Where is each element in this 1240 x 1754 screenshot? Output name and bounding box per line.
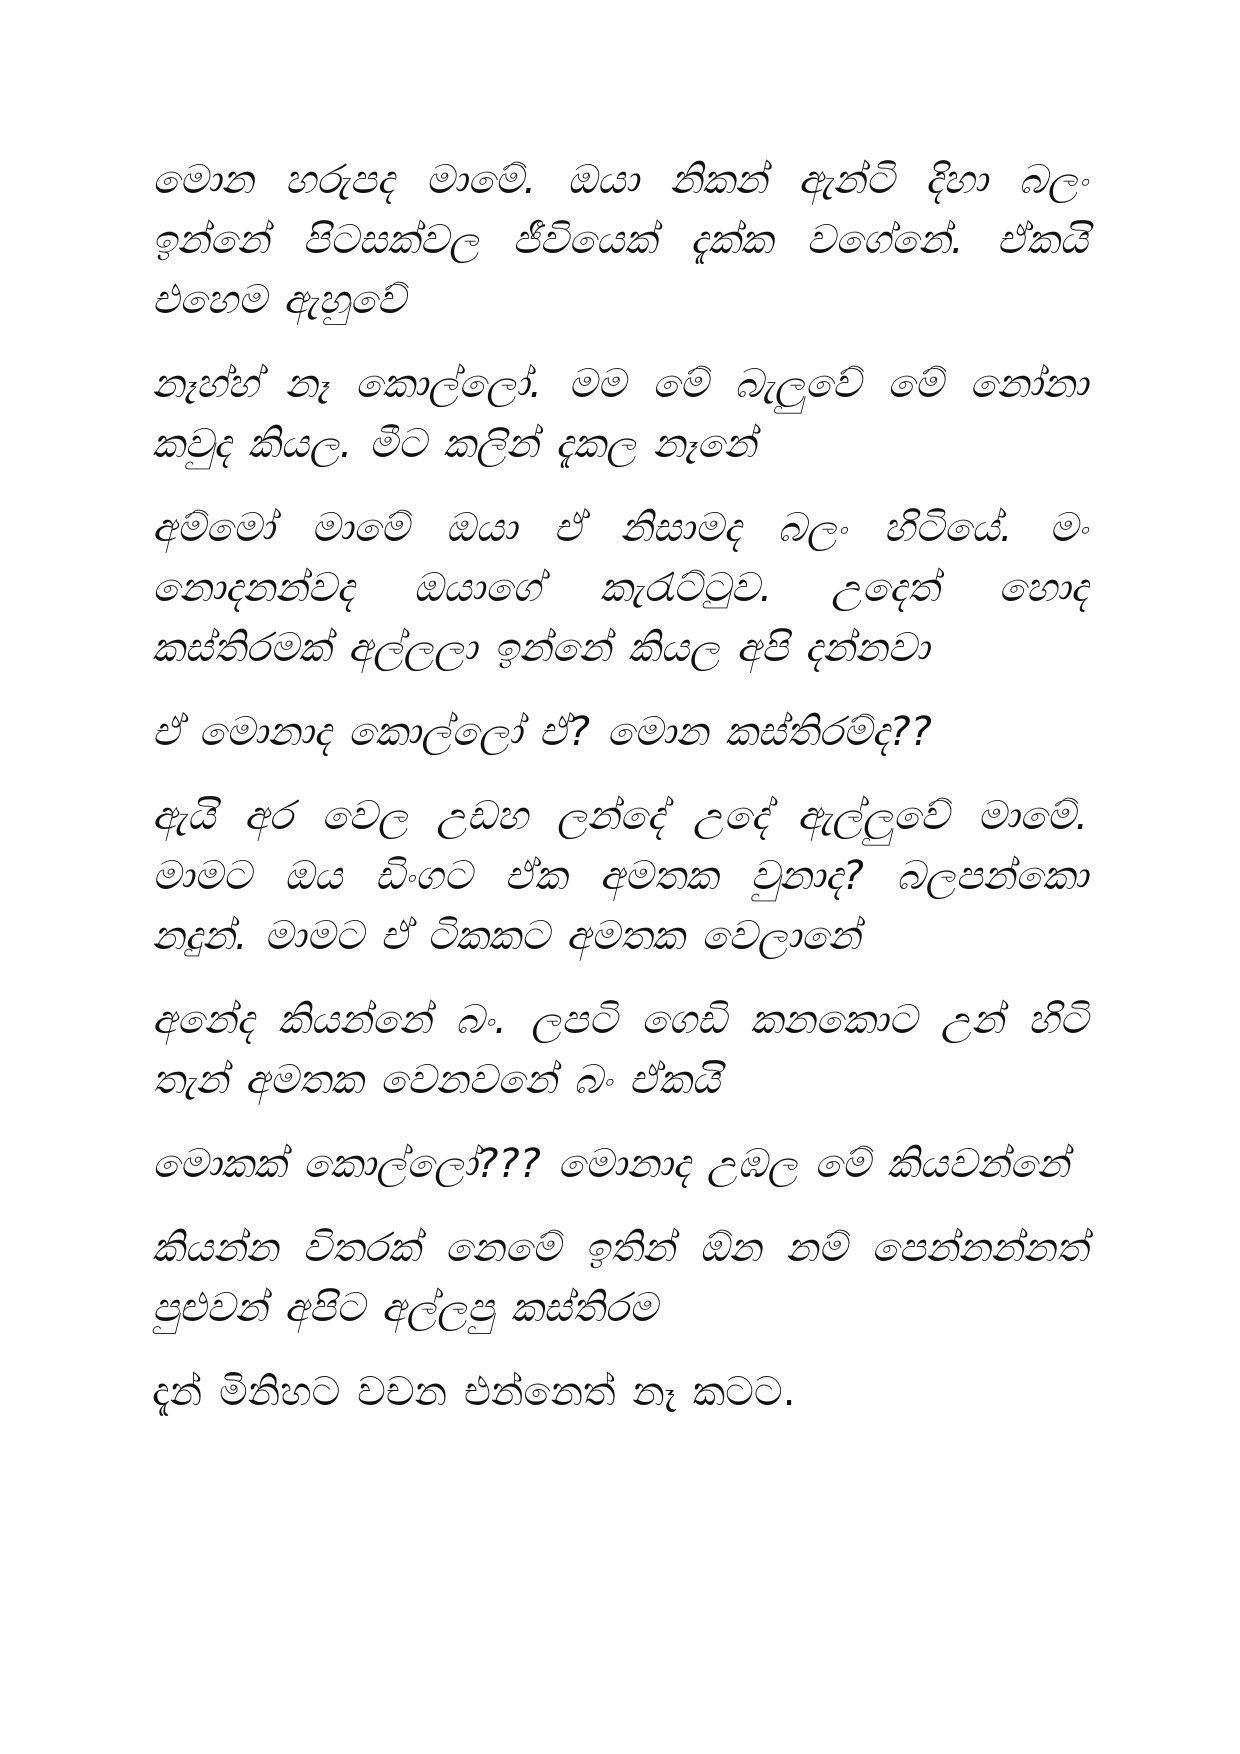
paragraph-6: අනේද කියන්නේ බං. ලපටි ගෙඩි කනකොට උන් හිටි තැන් අමතක වෙනවනේ බං ඒකයි xyxy=(152,997,1088,1103)
paragraph-2: නෑහ්හ් නෑ කොල්ලෝ. මම මේ බැලුවේ මේ නෝනා කවුද කියල. මීට කලින් දැකල නෑනේ xyxy=(152,361,1088,467)
paragraph-5: ඇයි අර වෙල උඩහ ලන්දේ උදේ ඇල්ලුවේ මාමේ. මාමට ඔය ඩිංගට ඒක අමතක වුනාද? බලපන්කො නදුන්. මාමට ඒ ටිකකට අමතක වෙලානේ xyxy=(152,793,1088,959)
paragraph-9: දැන් මිනිහට වචන එන්නෙත් නෑ කටට. xyxy=(152,1369,796,1415)
paragraph-4: ඒ මොනාද කොල්ලෝ ඒ? මොන කස්තිරම්ද?? xyxy=(152,709,932,755)
document-body xyxy=(152,150,1088,1446)
paragraph-3: අම්මෝ මාමේ ඔයා ඒ නිසාමද බලං හිටියේ. මං නොදනන්වද ඔයාගේ කැරැට්ටුව. උදෙත් හොද කස්තිරමක් අල්ලලා ඉන්නේ කියල අපි දන්නවා xyxy=(152,505,1088,671)
paragraph-8: කියන්න විතරක් නෙමේ ඉතින් ඕන නම් පෙන්නන්නත් පුළුවන් අපිට අල්ලපු කස්තිරම xyxy=(152,1225,1088,1331)
paragraph-1: මොන හරුපද මාමේ. ඔයා නිකන් ඇන්ටි දිහා බලං ඉන්නේ පිටසක්වල ජීවියෙක් දැක්ක වගේනේ. ඒකයි එහෙම ඇහුවේ xyxy=(152,157,1088,323)
paragraph-7: මොකක් කොල්ලෝ??? මොනාද උඹල මේ කියවන්නේ xyxy=(152,1141,1070,1187)
